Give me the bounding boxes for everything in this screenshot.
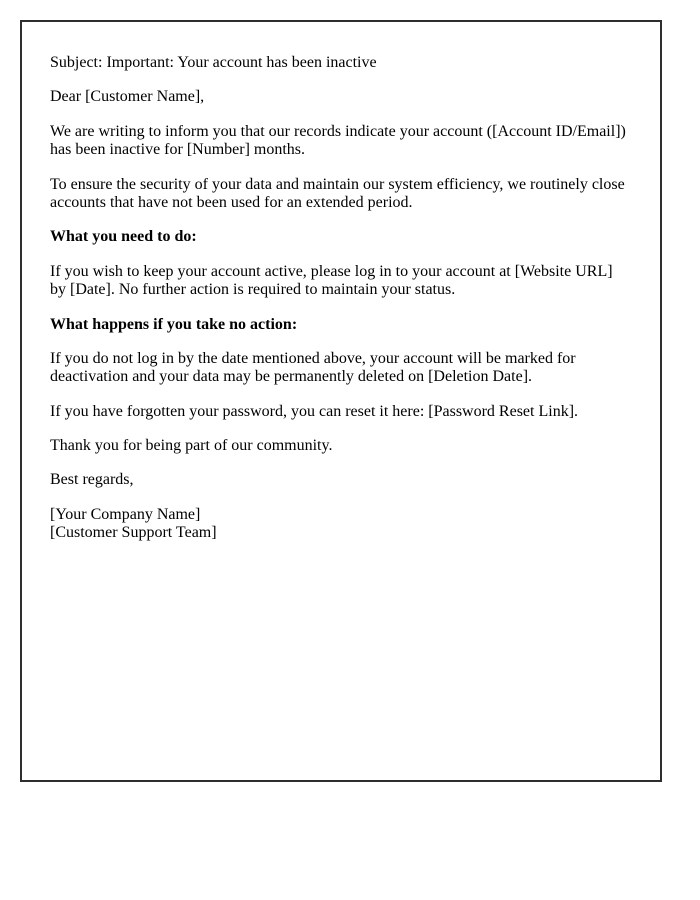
signature-team-name: [Customer Support Team] (50, 524, 217, 542)
paragraph-inactive-records: We are writing to inform you that our records indicate your account ([Account ID/Email]) has been inactive for [Number] months. (50, 122, 626, 159)
paragraph-deactivation-warning: If you do not log in by the date mentioned above, your account will be marked for deactivation and your data may be permanently deleted on [Deletion Date]. (50, 349, 576, 386)
paragraph-keep-active: If you wish to keep your account active, please log in to your account at [Website URL] by [Date]. No further action is required to maintain your status. (50, 262, 613, 299)
signature-company-name: [Your Company Name] (50, 505, 201, 523)
salutation: Dear [Customer Name], (50, 88, 205, 106)
heading-what-to-do: What you need to do: (50, 228, 197, 246)
paragraph-password-reset: If you have forgotten your password, you can reset it here: [Password Reset Link]. (50, 402, 579, 420)
closing-line: Best regards, (50, 471, 134, 489)
email-template-box (20, 20, 662, 782)
paragraph-security-policy: To ensure the security of your data and maintain our system efficiency, we routinely close accounts that have not been used for an extended period. (50, 175, 625, 211)
signature-block (50, 506, 632, 543)
heading-no-action: What happens if you take no action: (50, 315, 298, 333)
paragraph-thank-you: Thank you for being part of our community. (50, 437, 333, 455)
subject-line: Subject: Important: Your account has been inactive (50, 54, 377, 71)
